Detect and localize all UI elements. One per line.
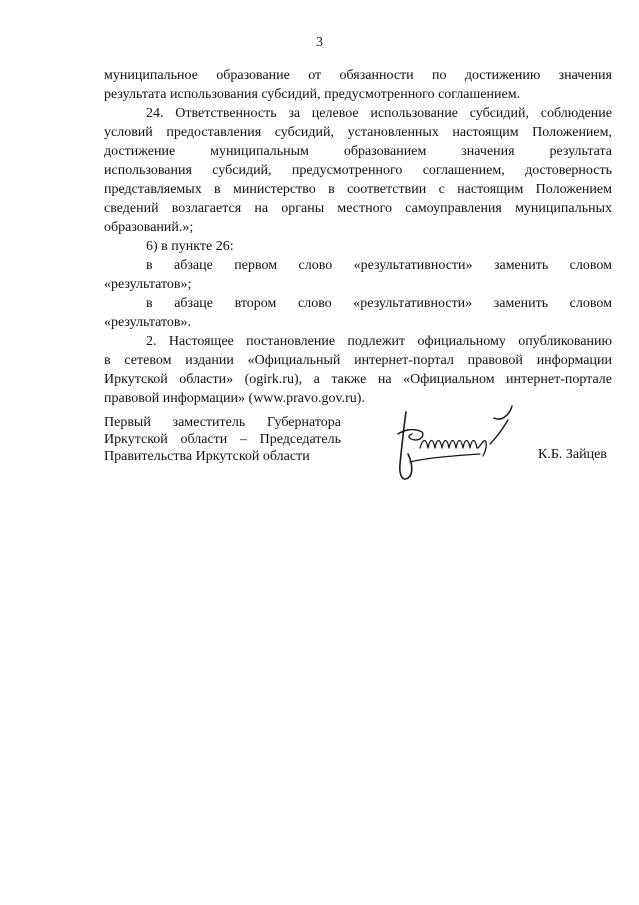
handwritten-signature [390,404,520,488]
body-line: муниципальное образование от обязанности по достижению значения [104,68,612,83]
body-line: представляемых в министерство в соответствии с настоящим Положением [104,182,612,197]
body-line: Иркутской области» (ogirk.ru), а также на «Официальном интернет-портале [104,372,612,387]
signatory-position-line: Первый заместитель Губернатора [104,415,341,430]
body-line: использования субсидий, предусмотренного соглашением, достоверность [104,163,612,178]
body-line: «результатов». [104,315,192,330]
body-line: 24. Ответственность за целевое использование субсидий, соблюдение [146,106,612,121]
body-line: достижение муниципальным образованием значения результата [104,144,612,159]
document-body [104,66,612,408]
body-line: правовой информации» (www.pravo.gov.ru). [104,391,365,406]
body-line: результата использования субсидий, предусмотренного соглашением. [104,87,521,102]
body-line: сведений возлагается на органы местного самоуправления муниципальных [104,201,612,216]
signatory-name: К.Б. Зайцев [538,447,607,462]
body-line: в абзаце втором слово «результативности» заменить словом [146,296,612,311]
body-line: 6) в пункте 26: [146,239,234,254]
body-line: условий предоставления субсидий, установленных настоящим Положением, [104,125,612,140]
body-line: «результатов»; [104,277,192,292]
page-number: 3 [316,35,323,50]
body-line: в сетевом издании «Официальный интернет-портал правовой информации [104,353,612,368]
signatory-position [104,414,341,465]
body-line: 2. Настоящее постановление подлежит официальному опубликованию [146,334,612,349]
body-line: образований.»; [104,220,194,235]
signatory-position-line: Правительства Иркутской области [104,449,310,464]
signatory-position-line: Иркутской области – Председатель [104,432,341,447]
body-line: в абзаце первом слово «результативности» заменить словом [146,258,612,273]
signature-block [104,414,612,504]
